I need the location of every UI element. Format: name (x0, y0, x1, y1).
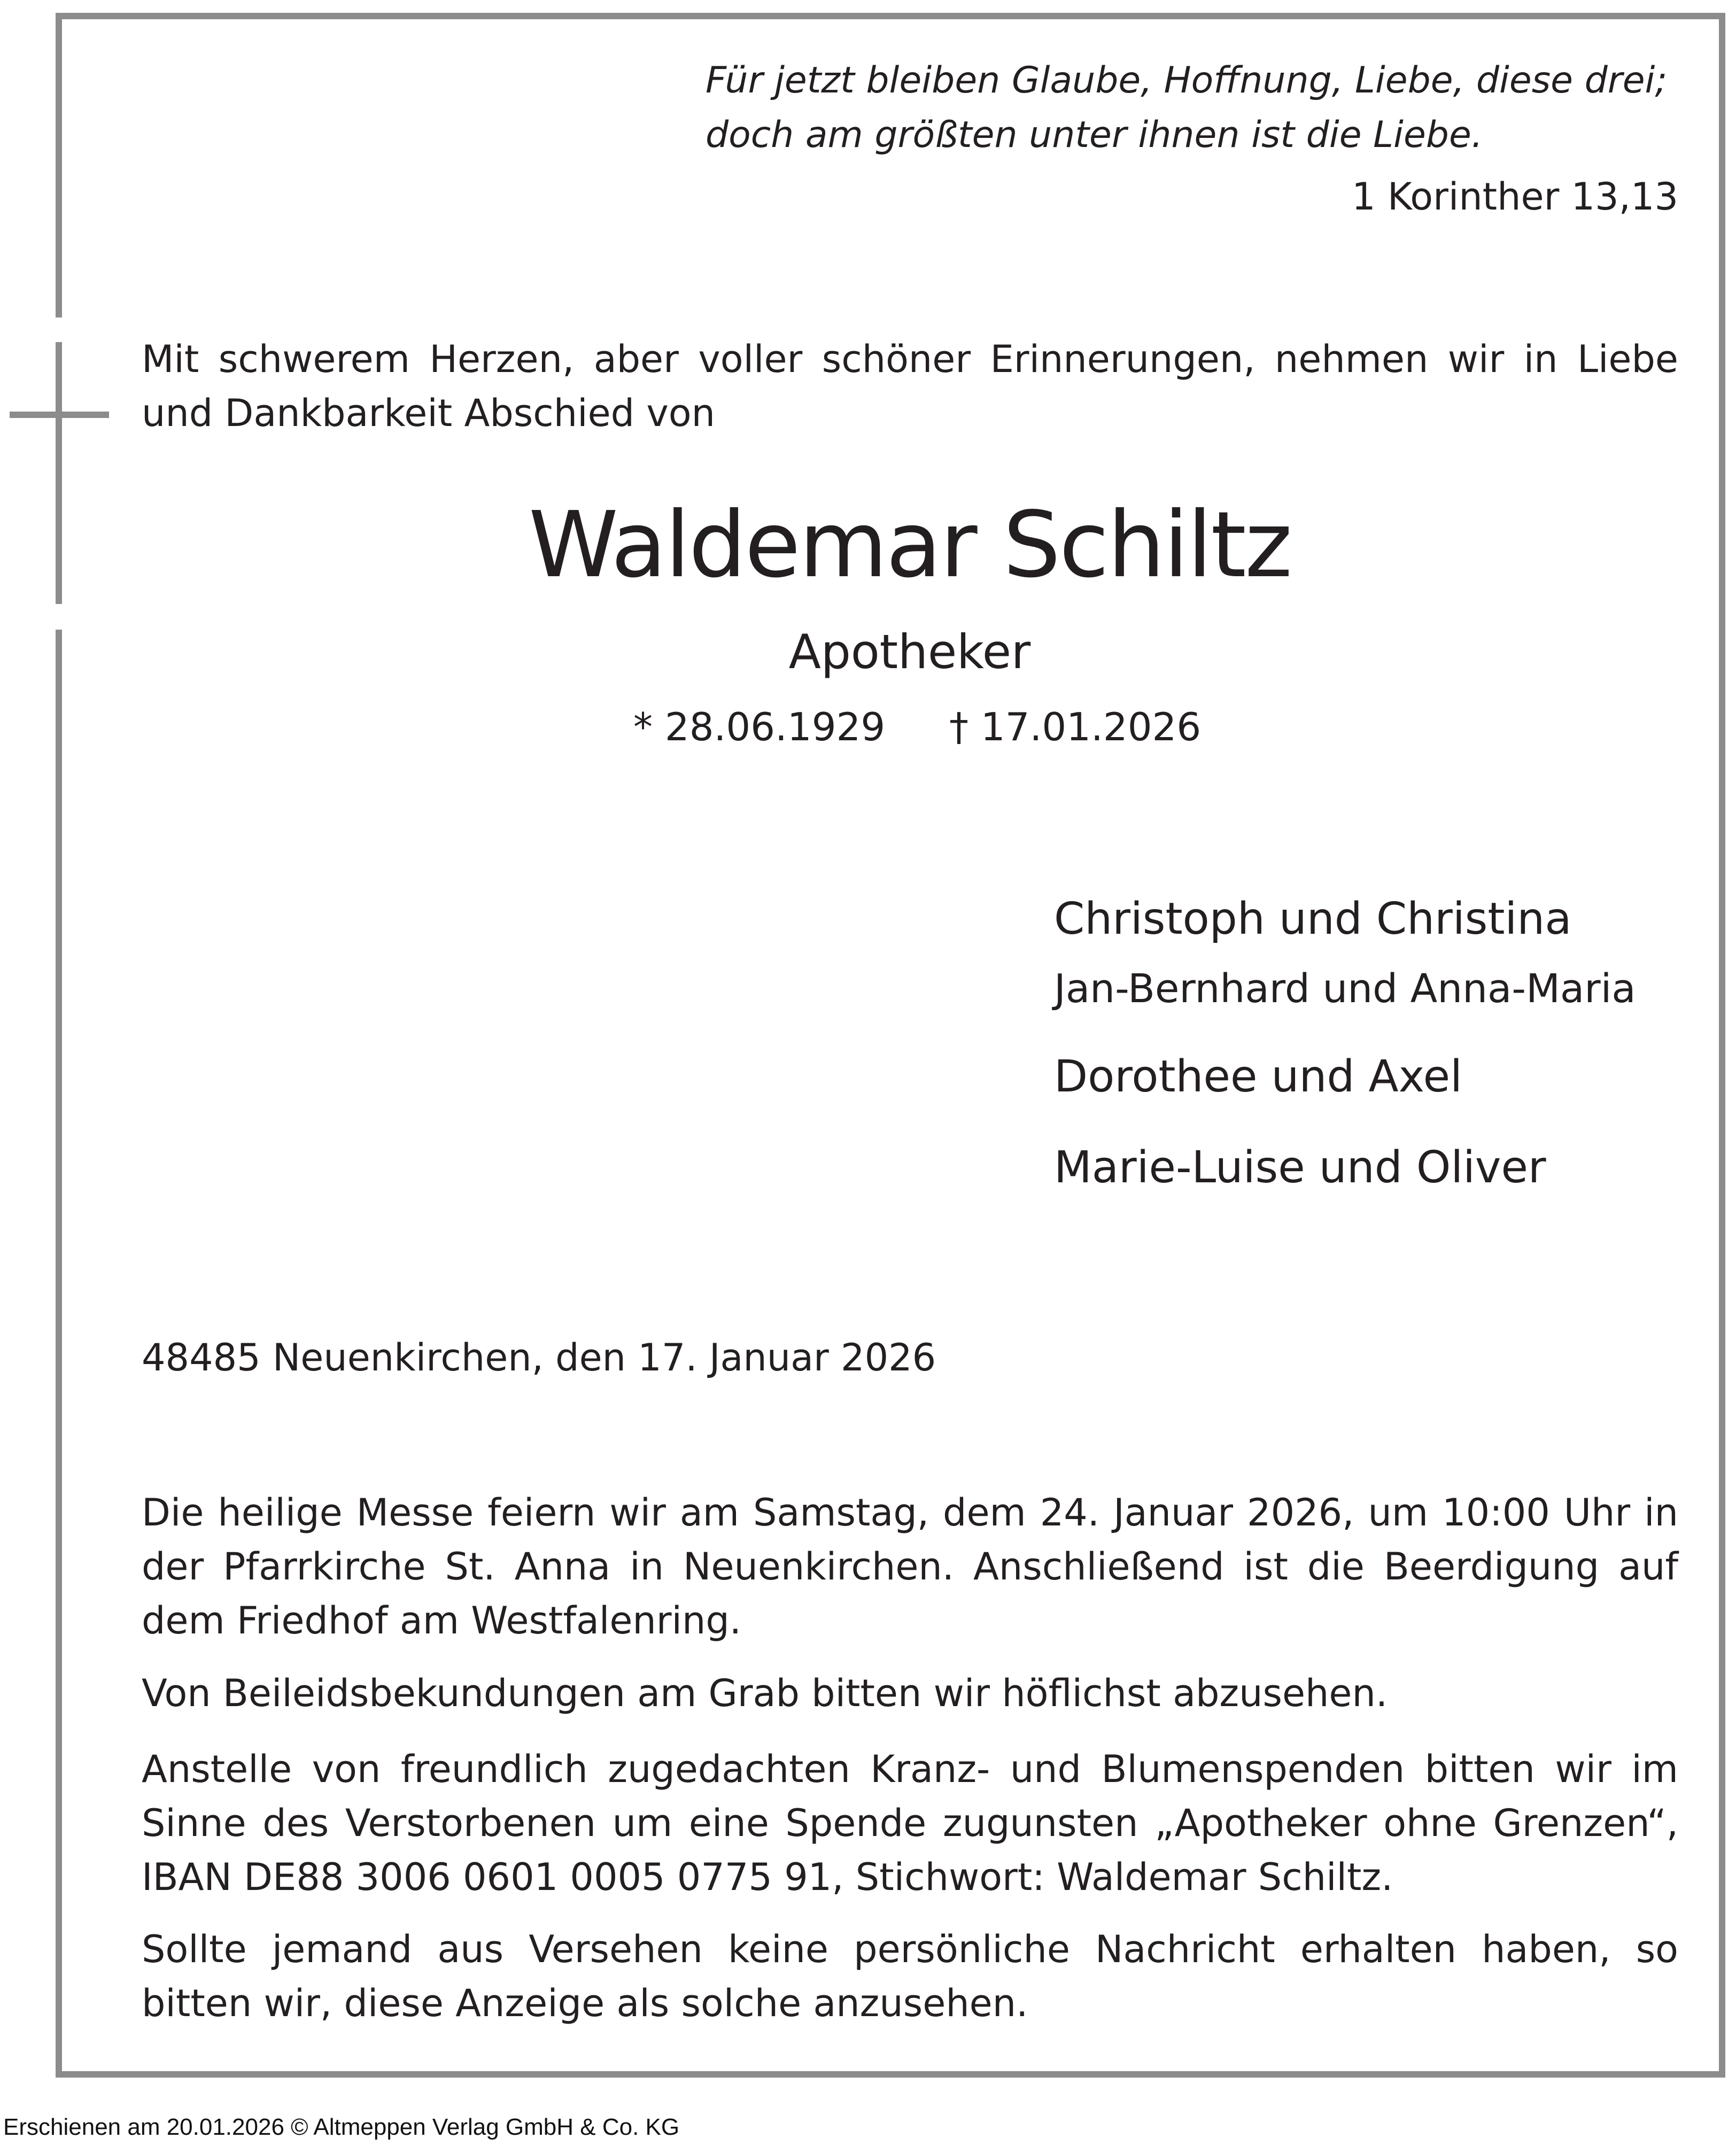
place-date: 48485 Neuenkirchen, den 17. Januar 2026 (142, 1336, 936, 1380)
intro-text: Mit schwerem Herzen, aber voller schöner Erinnerungen, nehmen wir in Liebe und Dankbarkeit Abschied von (142, 337, 1678, 435)
frame-left-border-upper (56, 13, 62, 317)
quote-source: 1 Korinther 13,13 (1352, 175, 1678, 219)
birth-date: * 28.06.1929 (633, 704, 886, 749)
death-date: † 17.01.2026 (949, 704, 1202, 749)
family-member-4: Marie-Luise und Oliver (1054, 1142, 1546, 1193)
deceased-name: Waldemar Schiltz (528, 492, 1291, 598)
bible-quote (706, 53, 1684, 162)
frame-right-border (1719, 13, 1725, 2078)
quote-line-1: Für jetzt bleiben Glaube, Hoffnung, Liebe, diese drei; (706, 59, 1668, 102)
frame-bottom-border (56, 2071, 1725, 2078)
frame-top-border (56, 13, 1725, 19)
publication-footer: Erschienen am 20.01.2026 © Altmeppen Verlag GmbH & Co. KG (3, 2114, 680, 2140)
family-member-2: Jan-Bernhard und Anna-Maria (1054, 966, 1636, 1012)
family-member-3: Dorothee und Axel (1054, 1051, 1462, 1102)
notice-mass: Die heilige Messe feiern wir am Samstag, dem 24. Januar 2026, um 10:00 Uhr in der Pfarrkirche St. Anna in Neuenkirchen. Anschließend ist die Beerdigung auf dem Friedhof am Westfalenring. (142, 1491, 1678, 1643)
frame-left-border-lower (56, 630, 62, 2078)
notice-donation: Anstelle von freundlich zugedachten Kranz- und Blumenspenden bitten wir im Sinne des Verstorbenen um eine Spende zugunsten „Apotheker ohne Grenzen“, IBAN DE88 3006 0601 0005 0775 91, Stichwort: Waldemar Schiltz. (142, 1747, 1678, 1899)
family-member-1: Christoph und Christina (1054, 894, 1572, 944)
notice-personal-message: Sollte jemand aus Versehen keine persönliche Nachricht erhalten haben, so bitten wir, diese Anzeige als solche anzusehen. (142, 1927, 1678, 2025)
notice-condolences: Von Beileidsbekundungen am Grab bitten wir höflichst abzusehen. (142, 1671, 1388, 1715)
deceased-profession: Apotheker (788, 624, 1031, 679)
quote-line-2: doch am größten unter ihnen ist die Liebe. (706, 114, 1483, 156)
cross-icon (10, 412, 109, 418)
